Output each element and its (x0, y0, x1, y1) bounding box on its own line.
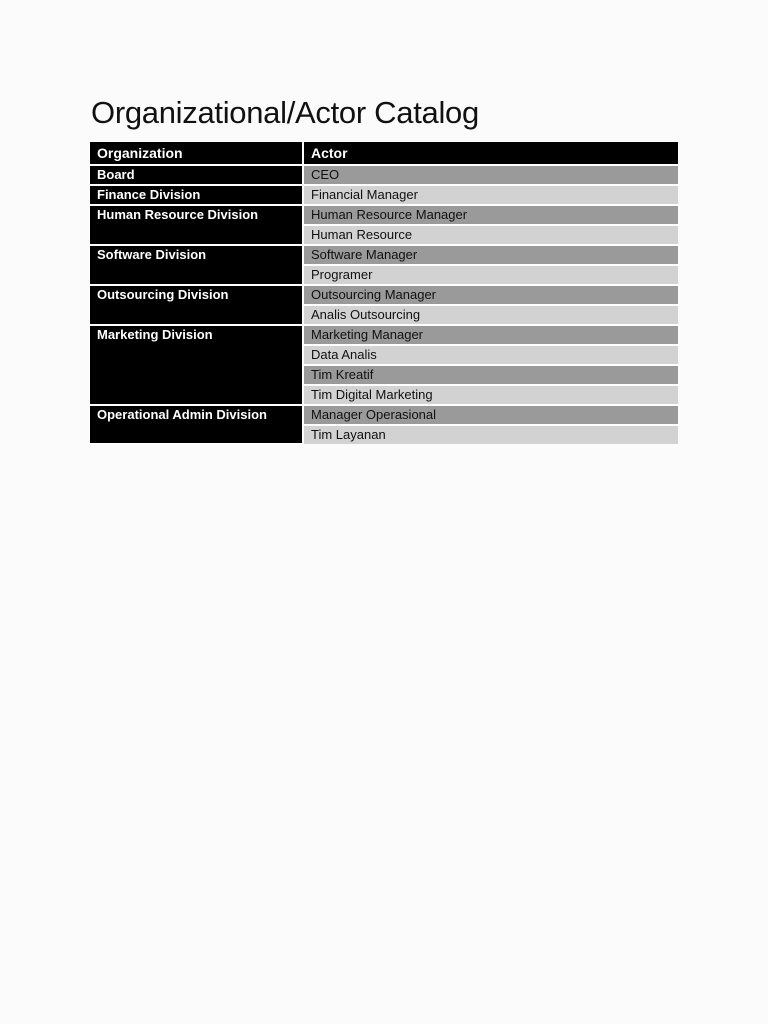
actor-cell: Programer (303, 265, 678, 285)
page-title: Organizational/Actor Catalog (91, 95, 479, 130)
actor-cell: Software Manager (303, 245, 678, 265)
actor-cell: Analis Outsourcing (303, 305, 678, 325)
actor-cell: Tim Layanan (303, 425, 678, 444)
table-row (90, 325, 678, 345)
organization-cell: Human Resource Division (90, 205, 303, 245)
organization-cell: Outsourcing Division (90, 285, 303, 325)
table-body (90, 165, 678, 444)
actor-cell: Data Analis (303, 345, 678, 365)
table-row (90, 205, 678, 225)
actor-cell: Outsourcing Manager (303, 285, 678, 305)
actor-cell: Manager Operasional (303, 405, 678, 425)
catalog-table (90, 142, 678, 445)
actor-cell: Human Resource (303, 225, 678, 245)
header-organization: Organization (90, 142, 303, 165)
organization-cell: Finance Division (90, 185, 303, 205)
header-actor: Actor (303, 142, 678, 165)
table-row (90, 165, 678, 185)
organization-cell: Marketing Division (90, 325, 303, 405)
table-header-row (90, 142, 678, 165)
actor-cell: Marketing Manager (303, 325, 678, 345)
actor-cell: CEO (303, 165, 678, 185)
actor-cell: Tim Digital Marketing (303, 385, 678, 405)
table-row (90, 245, 678, 265)
organization-cell: Software Division (90, 245, 303, 285)
table-row (90, 185, 678, 205)
organization-cell: Board (90, 165, 303, 185)
table-row (90, 285, 678, 305)
table-row (90, 405, 678, 425)
actor-cell: Financial Manager (303, 185, 678, 205)
organization-cell: Operational Admin Division (90, 405, 303, 444)
actor-cell: Human Resource Manager (303, 205, 678, 225)
actor-cell: Tim Kreatif (303, 365, 678, 385)
